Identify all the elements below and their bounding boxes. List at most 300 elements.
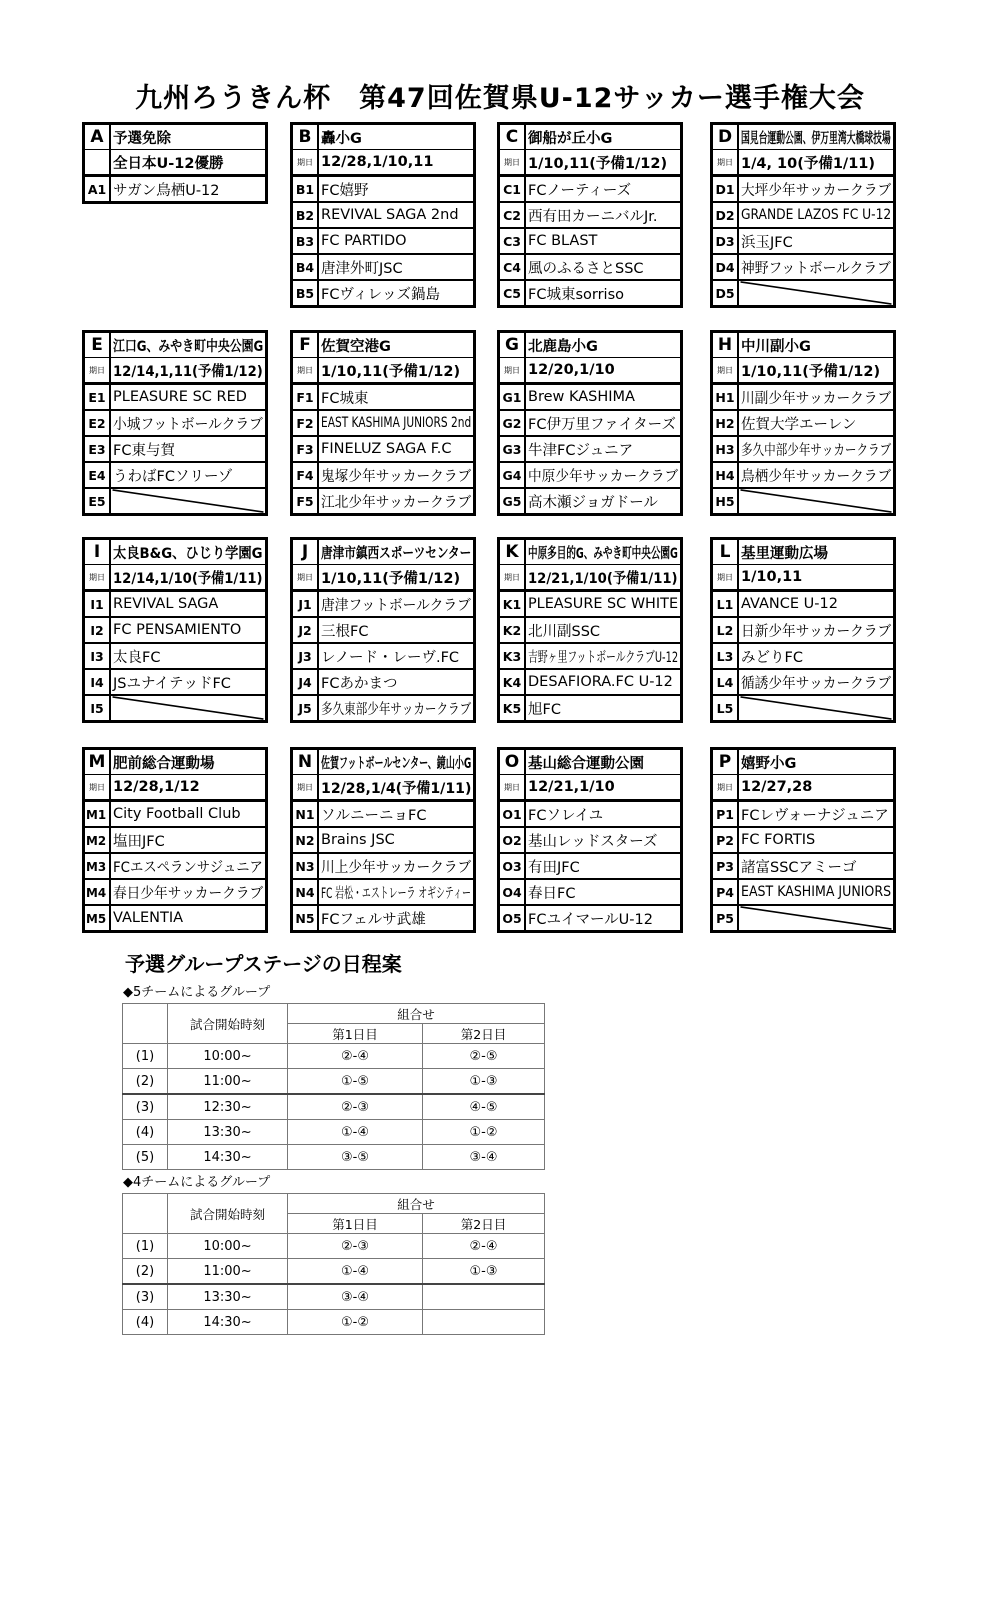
group-date-text: 12/14,1/10(予備1/11) — [113, 570, 263, 587]
team-id-text: K3 — [502, 648, 522, 664]
team-name — [319, 437, 473, 461]
group-header-row — [500, 333, 680, 358]
team-row — [293, 644, 473, 670]
team-name — [111, 463, 265, 487]
team-id — [293, 177, 319, 201]
team-name — [319, 229, 473, 253]
team-id-text: J3 — [298, 648, 312, 664]
group-table-O — [497, 747, 683, 933]
team-id-text: I3 — [90, 648, 104, 664]
team-row — [85, 385, 265, 411]
date-label — [713, 150, 739, 174]
team-id — [500, 203, 526, 227]
group-header-row — [293, 125, 473, 150]
team-id — [293, 385, 319, 409]
team-id-text: K2 — [502, 622, 522, 638]
team-name-text: 川上少年サッカークラブ — [321, 859, 472, 876]
match-no: (4) — [123, 1120, 168, 1145]
team-id — [500, 880, 526, 904]
team-row — [500, 177, 680, 203]
team-id-text: K1 — [502, 596, 522, 612]
group-note — [111, 150, 265, 174]
team-id-text: C3 — [503, 233, 521, 249]
team-id — [713, 618, 739, 642]
team-id-text: E2 — [88, 415, 106, 431]
group-letter — [293, 540, 319, 564]
empty-cell-diagonal — [111, 696, 265, 720]
group-letter-text: M — [88, 752, 106, 772]
team-name-text: 北川副SSC — [528, 623, 601, 640]
team-id — [500, 281, 526, 305]
team-name-text: 小城フットボールクラブ — [113, 416, 263, 433]
schedule-row — [123, 1120, 545, 1145]
schedule-table — [122, 1003, 545, 1170]
team-row — [293, 592, 473, 618]
team-id — [713, 880, 739, 904]
team-row — [500, 255, 680, 281]
team-name — [526, 463, 680, 487]
pairings-header: 組合せ — [288, 1004, 545, 1024]
match-no: (2) — [123, 1069, 168, 1095]
date-label — [293, 565, 319, 589]
group-header-row — [500, 540, 680, 565]
pairing-day2: ②-⑤ — [423, 1044, 545, 1069]
team-id-text: M1 — [86, 806, 107, 822]
team-id — [293, 592, 319, 616]
day2-header: 第2日目 — [423, 1024, 545, 1044]
team-id-text: G5 — [502, 493, 522, 509]
match-no: (4) — [123, 1310, 168, 1335]
team-name-text: うわばFCソリーゾ — [113, 468, 233, 485]
team-id-text: B1 — [295, 181, 315, 197]
team-name — [739, 385, 893, 409]
team-id-text: J5 — [298, 700, 312, 716]
team-row — [293, 281, 473, 305]
group-table-B — [290, 122, 476, 308]
team-row — [713, 255, 893, 281]
team-name — [739, 255, 893, 279]
team-name-text: FC城東 — [321, 390, 369, 407]
group-venue — [111, 540, 265, 564]
group-date — [319, 150, 473, 174]
group-venue-text: 江口G、みやき町中央公園G — [113, 338, 264, 355]
team-name-text: 基山レッドスターズ — [528, 833, 658, 850]
team-name — [319, 906, 473, 930]
schedule-row — [123, 1069, 545, 1095]
group-header-row — [293, 750, 473, 775]
team-name-text: 春日少年サッカークラブ — [113, 885, 264, 902]
team-name-text: FCユイマールU-12 — [528, 911, 653, 928]
team-row — [713, 644, 893, 670]
empty-cell-diagonal — [739, 489, 893, 513]
team-name — [111, 880, 265, 904]
team-name — [526, 828, 680, 852]
team-id — [85, 670, 111, 694]
group-letter — [500, 750, 526, 774]
team-name — [319, 203, 473, 227]
team-name — [526, 437, 680, 461]
team-name-text: REVIVAL SAGA 2nd — [321, 207, 459, 223]
team-name-text: 唐津フットボールクラブ — [321, 597, 471, 614]
team-name-text: FCノーティーズ — [528, 182, 632, 199]
schedule-table — [122, 1193, 545, 1335]
group-date-text: 12/14,1,11(予備1/12) — [113, 363, 263, 380]
group-date-row — [293, 358, 473, 385]
group-date — [319, 358, 473, 382]
team-name — [319, 828, 473, 852]
date-label — [500, 150, 526, 174]
group-date-row — [293, 150, 473, 177]
team-name-text: 唐津外町JSC — [321, 260, 403, 277]
team-id — [713, 385, 739, 409]
group-date — [739, 358, 893, 382]
team-name — [526, 281, 680, 305]
team-name-text: FC東与賀 — [113, 442, 175, 459]
group-venue-text: 予選免除 — [113, 130, 171, 147]
team-id — [293, 618, 319, 642]
schedule-row — [123, 1234, 545, 1259]
team-row — [85, 411, 265, 437]
team-id-text: K4 — [502, 674, 522, 690]
team-name-text: FC城東sorriso — [528, 286, 625, 303]
team-name — [739, 644, 893, 668]
group-header-row — [85, 540, 265, 565]
team-id-text: D3 — [715, 233, 735, 249]
match-no: (3) — [123, 1094, 168, 1120]
group-letter — [85, 125, 111, 149]
team-id-text: M4 — [86, 884, 107, 900]
schedule-row — [123, 1259, 545, 1285]
group-letter — [85, 750, 111, 774]
team-row — [85, 618, 265, 644]
team-id-text: L4 — [716, 674, 734, 690]
team-id — [85, 644, 111, 668]
team-id-text: F2 — [296, 415, 314, 431]
group-table-D — [710, 122, 896, 308]
team-row — [500, 229, 680, 255]
team-id — [500, 618, 526, 642]
team-row — [713, 411, 893, 437]
match-no: (1) — [123, 1044, 168, 1069]
team-name-text: FC 岩松・エストレーラ オギシティー — [321, 885, 471, 902]
team-row — [713, 229, 893, 255]
team-id — [713, 203, 739, 227]
team-id-text: J1 — [298, 596, 312, 612]
group-date-row — [713, 358, 893, 385]
schedule-heading: ◆4チームによるグループ — [123, 1175, 271, 1190]
match-time: 11:00~ — [168, 1069, 288, 1095]
team-id-text: C5 — [503, 285, 521, 301]
team-name — [526, 618, 680, 642]
team-id-text: I2 — [90, 622, 104, 638]
team-id-text: F3 — [296, 441, 314, 457]
page-title: 九州ろうきん杯 第47回佐賀県U-12サッカー選手権大会 — [135, 83, 865, 114]
schedule-section-title: 予選グループステージの日程案 — [125, 952, 402, 976]
group-letter-text: P — [718, 752, 732, 772]
group-header-row — [85, 750, 265, 775]
group-date-text: 12/28,1/10,11 — [321, 154, 434, 170]
date-label — [293, 775, 319, 799]
team-id-text: F4 — [296, 467, 314, 483]
team-id-text: O5 — [502, 910, 522, 926]
team-name-text: FCフェルサ武雄 — [321, 911, 426, 928]
team-row — [293, 437, 473, 463]
group-date-text: 1/10,11 — [741, 569, 803, 585]
team-row — [500, 411, 680, 437]
group-note-text: 全日本U-12優勝 — [113, 155, 224, 172]
team-row — [500, 437, 680, 463]
group-venue — [111, 750, 265, 774]
team-id — [85, 906, 111, 930]
team-name-text: 太良FC — [113, 649, 161, 666]
group-venue-text: 唐津市鎮西スポーツセンター — [321, 545, 472, 562]
team-name-text: Brains JSC — [321, 832, 395, 848]
team-row — [293, 854, 473, 880]
pairing-day2: ④-⑤ — [423, 1094, 545, 1120]
pairings-header: 組合せ — [288, 1194, 545, 1214]
empty-cell-diagonal — [739, 696, 893, 720]
schedule-block — [122, 981, 545, 1170]
team-row — [500, 203, 680, 229]
team-row — [500, 670, 680, 696]
team-row — [293, 802, 473, 828]
empty-cell-diagonal — [739, 906, 893, 930]
match-no: (5) — [123, 1145, 168, 1170]
group-letter — [500, 540, 526, 564]
pairing-day1: ②-③ — [288, 1094, 423, 1120]
team-id — [293, 906, 319, 930]
group-venue — [111, 333, 265, 357]
team-id — [500, 385, 526, 409]
team-id — [500, 255, 526, 279]
date-label — [85, 775, 111, 799]
date-label — [500, 358, 526, 382]
date-label — [713, 775, 739, 799]
team-id-text: N2 — [295, 832, 315, 848]
team-name — [319, 411, 473, 435]
group-date-row — [85, 358, 265, 385]
team-id — [85, 463, 111, 487]
team-id-text: P1 — [716, 806, 734, 822]
group-date-text: 12/28,1/12 — [113, 779, 200, 795]
team-name — [319, 489, 473, 513]
group-date-row — [293, 565, 473, 592]
team-row — [85, 463, 265, 489]
team-name — [739, 854, 893, 878]
group-date — [526, 358, 680, 382]
date-label — [293, 150, 319, 174]
group-table-J — [290, 537, 476, 723]
team-name — [319, 177, 473, 201]
team-id — [713, 255, 739, 279]
team-id-text: H2 — [715, 415, 735, 431]
group-date-text: 1/10,11(予備1/12) — [741, 363, 881, 380]
team-id — [85, 854, 111, 878]
group-venue — [319, 125, 473, 149]
team-name-text: PLEASURE SC WHITE — [528, 596, 679, 612]
date-label-text: 期日 — [297, 572, 313, 582]
team-id-text: A1 — [87, 181, 107, 197]
group-table-F — [290, 330, 476, 516]
group-date — [526, 150, 680, 174]
pairing-day2: ②-④ — [423, 1234, 545, 1259]
team-id — [85, 437, 111, 461]
team-id — [500, 906, 526, 930]
team-name — [739, 437, 893, 461]
team-id — [500, 229, 526, 253]
date-label — [85, 565, 111, 589]
team-name-text: 江北少年サッカークラブ — [321, 494, 472, 511]
group-table-M — [82, 747, 268, 933]
group-venue — [739, 750, 893, 774]
team-id-text: L3 — [716, 648, 734, 664]
team-row — [500, 644, 680, 670]
team-id-text: O4 — [502, 884, 522, 900]
team-name-text: FC嬉野 — [321, 182, 369, 199]
team-name-text: 牛津FCジュニア — [528, 442, 634, 459]
group-venue-text: 肥前総合運動場 — [113, 755, 215, 772]
team-id-text: G1 — [502, 389, 522, 405]
group-table-E — [82, 330, 268, 516]
team-name — [526, 880, 680, 904]
group-date-row — [85, 150, 265, 177]
team-id-text: F1 — [296, 389, 314, 405]
team-row — [713, 696, 893, 720]
team-name-text: AVANCE U-12 — [741, 596, 838, 612]
team-name-text: 循誘少年サッカークラブ — [741, 675, 892, 692]
team-id-text: H5 — [715, 493, 735, 509]
group-header-row — [713, 750, 893, 775]
team-name-text: FCヴィレッズ鍋島 — [321, 286, 440, 303]
group-date — [111, 775, 265, 799]
team-name-text: FC FORTIS — [741, 832, 816, 848]
group-venue-text: 中原多目的G、みやき町中央公園G — [528, 545, 678, 562]
team-name-text: 吉野ヶ里フットボールクラブU-12 — [528, 649, 679, 666]
group-venue-text: 基里運動広場 — [741, 545, 828, 562]
team-id — [713, 644, 739, 668]
team-name-text: 諸富SSCアミーゴ — [741, 859, 857, 876]
team-id — [293, 411, 319, 435]
team-name — [111, 437, 265, 461]
team-name — [319, 696, 473, 720]
date-label-text: 期日 — [297, 782, 313, 792]
team-row — [713, 437, 893, 463]
match-time: 12:30~ — [168, 1094, 288, 1120]
group-header-row — [713, 540, 893, 565]
team-id — [85, 696, 111, 720]
team-name — [739, 411, 893, 435]
team-id-text: P3 — [716, 858, 734, 874]
group-table-G — [497, 330, 683, 516]
pairing-day2: ①-② — [423, 1120, 545, 1145]
team-name — [319, 854, 473, 878]
group-letter — [713, 540, 739, 564]
group-venue-text: 轟小G — [321, 130, 362, 147]
date-label — [713, 565, 739, 589]
group-letter — [85, 540, 111, 564]
group-venue — [111, 125, 265, 149]
team-name-text: 鬼塚少年サッカークラブ — [321, 468, 472, 485]
group-date-text: 1/4, 10(予備1/11) — [741, 155, 876, 172]
team-id — [85, 592, 111, 616]
team-row — [293, 906, 473, 930]
team-name — [319, 281, 473, 305]
match-time: 10:00~ — [168, 1234, 288, 1259]
team-row — [85, 854, 265, 880]
team-name — [526, 670, 680, 694]
kickoff-time-header: 試合開始時刻 — [168, 1194, 288, 1234]
blank-header-cell — [123, 1194, 168, 1234]
group-venue — [526, 540, 680, 564]
team-row — [713, 281, 893, 305]
team-row — [500, 385, 680, 411]
team-name-text: Brew KASHIMA — [528, 389, 635, 405]
team-id — [293, 696, 319, 720]
team-id — [500, 592, 526, 616]
team-row — [293, 203, 473, 229]
team-id-text: E4 — [88, 467, 106, 483]
date-label-text: 期日 — [504, 572, 520, 582]
group-venue — [526, 750, 680, 774]
team-id — [293, 281, 319, 305]
pairing-day1: ①-② — [288, 1310, 423, 1335]
group-venue-text: 北鹿島小G — [528, 338, 598, 355]
team-row — [713, 489, 893, 513]
blank-header-cell — [123, 1004, 168, 1044]
group-letter — [713, 333, 739, 357]
team-row — [293, 255, 473, 281]
team-row — [713, 463, 893, 489]
match-time: 14:30~ — [168, 1145, 288, 1170]
team-id-text: N4 — [295, 884, 315, 900]
schedule-row — [123, 1284, 545, 1310]
team-id-text: H4 — [715, 467, 735, 483]
pairing-day2: ①-③ — [423, 1259, 545, 1285]
team-id — [713, 802, 739, 826]
schedule-row — [123, 1145, 545, 1170]
team-name-text: FCソレイユ — [528, 807, 604, 824]
group-date — [526, 775, 680, 799]
team-name — [526, 489, 680, 513]
kickoff-time-header: 試合開始時刻 — [168, 1004, 288, 1044]
team-id — [500, 437, 526, 461]
schedule-row — [123, 1310, 545, 1335]
group-venue — [319, 750, 473, 774]
group-table-L — [710, 537, 896, 723]
date-label — [500, 565, 526, 589]
team-row — [713, 177, 893, 203]
team-row — [500, 463, 680, 489]
team-name-text: PLEASURE SC RED — [113, 389, 247, 405]
team-name — [739, 592, 893, 616]
team-row — [500, 592, 680, 618]
group-date — [319, 775, 473, 799]
team-id — [293, 828, 319, 852]
team-name-text: 浜玉JFC — [741, 234, 793, 251]
team-id — [500, 177, 526, 201]
team-row — [500, 802, 680, 828]
team-name-text: サガン鳥栖U-12 — [113, 182, 220, 199]
team-row — [293, 828, 473, 854]
team-name — [739, 203, 893, 227]
schedule-row — [123, 1044, 545, 1069]
team-id-text: H3 — [715, 441, 735, 457]
group-table-P — [710, 747, 896, 933]
team-name-text: 多久東部少年サッカークラブ — [321, 701, 472, 718]
team-row — [85, 644, 265, 670]
team-row — [500, 854, 680, 880]
pairing-day1: ①-⑤ — [288, 1069, 423, 1095]
